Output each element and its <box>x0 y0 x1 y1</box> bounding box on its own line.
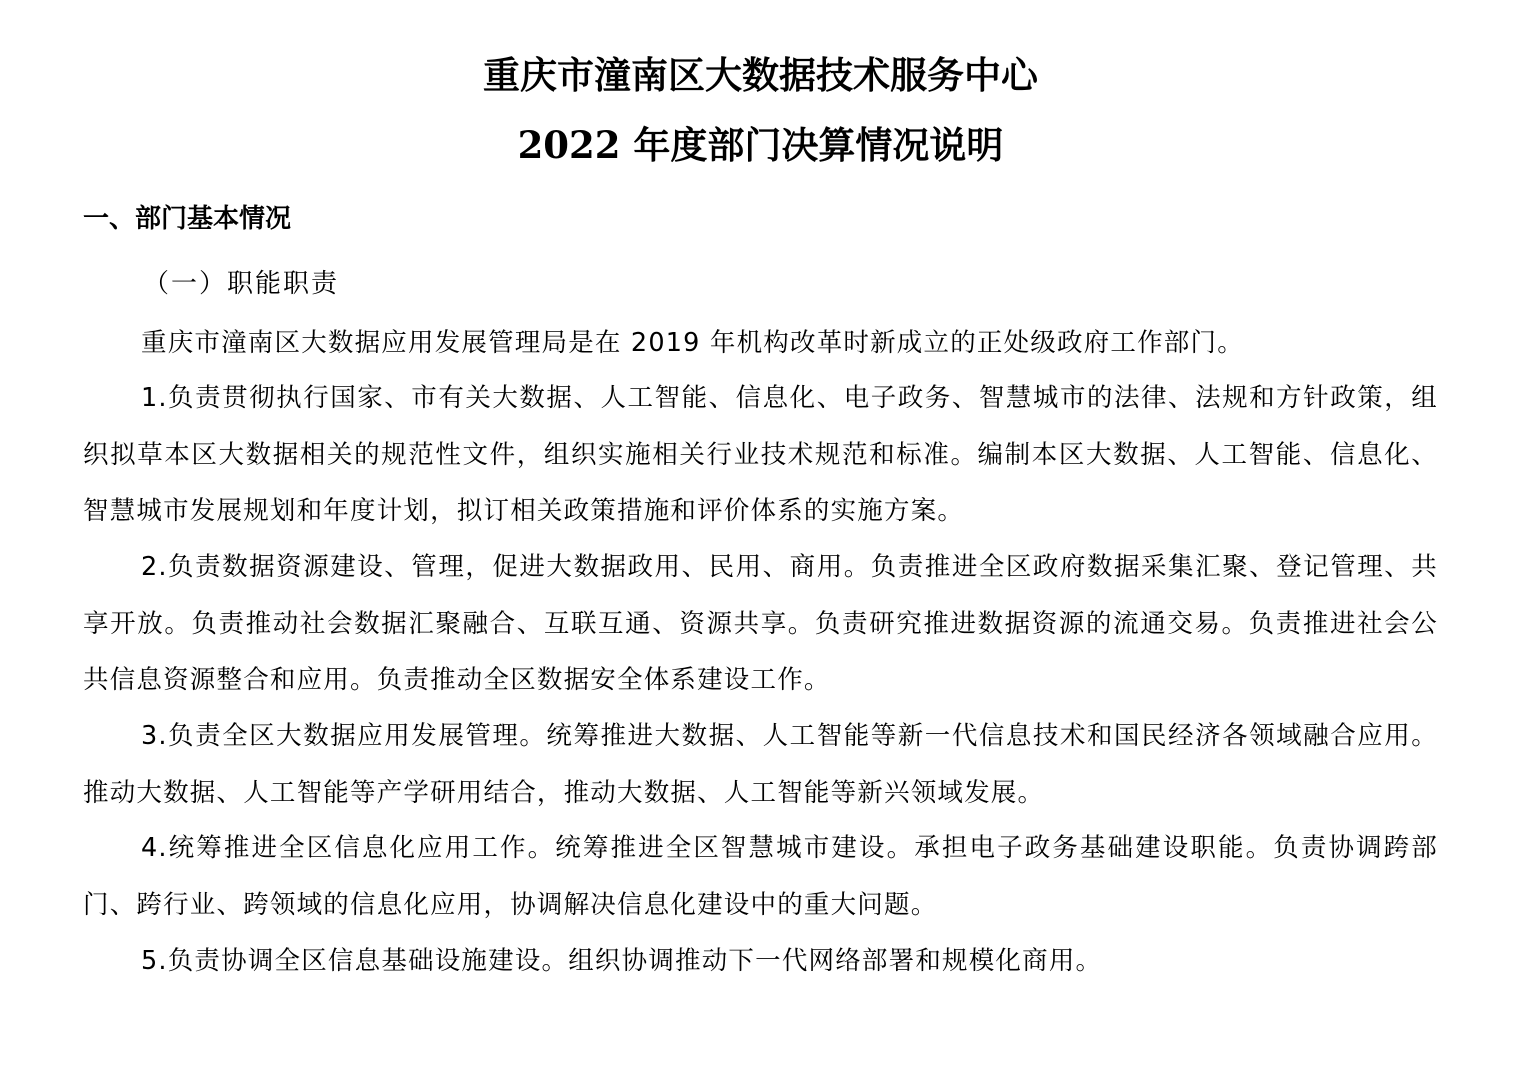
document-title-line-1: 重庆市潼南区大数据技术服务中心 <box>483 53 1038 97</box>
section-heading-basic-info: 一、部门基本情况 <box>83 204 292 234</box>
paragraph-intro: 重庆市潼南区大数据应用发展管理局是在 2019 年机构改革时新成立的正处级政府工作部门。 <box>141 328 1244 358</box>
document-title-line-2: 2022 年度部门决算情况说明 <box>517 123 1004 167</box>
subsection-heading-duties: （一）职能职责 <box>143 269 340 299</box>
paragraph-duty-5: 5.负责协调全区信息基础设施建设。组织协调推动下一代网络部署和规模化商用。 <box>141 946 1103 976</box>
paragraph-duty-1: 1.负责贯彻执行国家、市有关大数据、人工智能、信息化、电子政务、智慧城市的法律、法规和方针政策，组织拟草本区大数据相关的规范性文件，组织实施相关行业技术规范和标准。编制本区大数据、人工智能、信息化、智慧城市发展规划和年度计划，拟订相关政策措施和评价体系的实施方案。 <box>83 383 1438 526</box>
paragraph-duty-4: 4.统筹推进全区信息化应用工作。统筹推进全区智慧城市建设。承担电子政务基础建设职能。负责协调跨部门、跨行业、跨领域的信息化应用，协调解决信息化建设中的重大问题。 <box>83 833 1438 920</box>
paragraph-duty-3: 3.负责全区大数据应用发展管理。统筹推进大数据、人工智能等新一代信息技术和国民经济各领域融合应用。推动大数据、人工智能等产学研用结合，推动大数据、人工智能等新兴领域发展。 <box>83 721 1438 808</box>
paragraph-duty-2: 2.负责数据资源建设、管理，促进大数据政用、民用、商用。负责推进全区政府数据采集汇聚、登记管理、共享开放。负责推动社会数据汇聚融合、互联互通、资源共享。负责研究推进数据资源的流通交易。负责推进社会公共信息资源整合和应用。负责推动全区数据安全体系建设工作。 <box>83 552 1438 695</box>
